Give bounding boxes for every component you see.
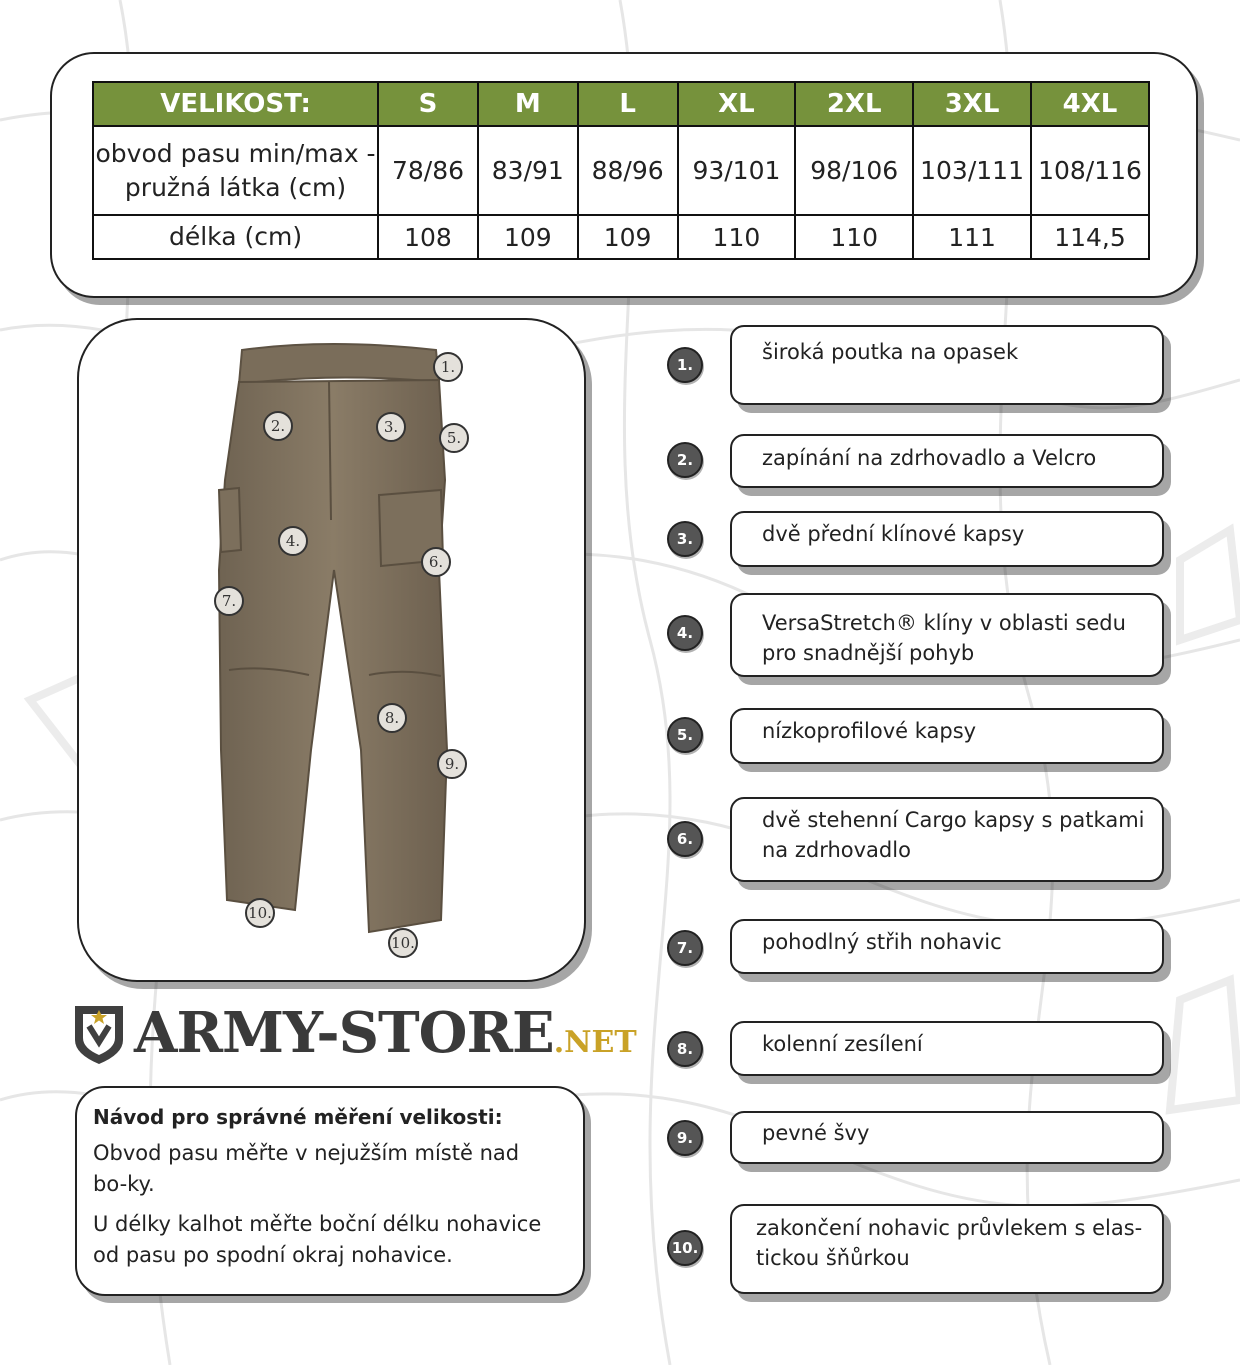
feature-item: [730, 325, 1164, 405]
feature-text: pevné švy: [762, 1121, 870, 1145]
shield-icon: [72, 1002, 126, 1066]
marker-9: 9.: [437, 749, 467, 779]
feature-item: [730, 593, 1164, 677]
product-image-panel: [77, 318, 586, 982]
feature-item: [730, 1021, 1164, 1076]
table-cell: 98/106: [795, 126, 913, 215]
army-store-logo: [72, 1000, 637, 1068]
size-header-label: VELIKOST:: [93, 82, 378, 126]
marker-3: 3.: [376, 412, 406, 442]
feature-text: široká poutka na opasek: [762, 340, 1019, 364]
feature-number: 2.: [667, 442, 703, 478]
feature-item: [730, 708, 1164, 764]
size-table: [92, 81, 1150, 260]
feature-number: 8.: [667, 1031, 703, 1067]
measuring-instructions-panel: [75, 1086, 585, 1296]
table-cell: 109: [578, 215, 678, 259]
feature-number: 9.: [667, 1120, 703, 1156]
table-cell: 110: [678, 215, 796, 259]
size-table-panel: [50, 52, 1198, 298]
size-header-xl: XL: [678, 82, 796, 126]
table-row: [93, 126, 1149, 215]
table-row: [93, 215, 1149, 259]
table-cell: 109: [478, 215, 578, 259]
instructions-paragraph: U délky kalhot měřte boční délku nohavice od pasu po spodní okraj nohavice.: [93, 1212, 542, 1267]
feature-text: pohodlný střih nohavic: [762, 930, 1002, 954]
marker-8: 8.: [377, 703, 407, 733]
logo-wordmark: [134, 1000, 637, 1066]
table-cell: 78/86: [378, 126, 478, 215]
feature-text: nízkoprofilové kapsy: [762, 719, 977, 743]
size-header-3xl: 3XL: [913, 82, 1031, 126]
feature-text: dvě přední klínové kapsy: [762, 522, 1025, 546]
size-header-m: M: [478, 82, 578, 126]
feature-text: zapínání na zdrhovadlo a Velcro: [762, 446, 1097, 470]
marker-10-left: 10.: [245, 898, 275, 928]
feature-item: [730, 1111, 1164, 1164]
feature-text: VersaStretch® klíny v oblasti sedu pro snadnější pohyb: [762, 611, 1126, 665]
row-label-line: obvod pasu min/max -: [95, 138, 376, 168]
marker-6: 6.: [421, 547, 451, 577]
logo-suffix: .NET: [553, 1025, 637, 1060]
table-cell: 108/116: [1031, 126, 1149, 215]
table-cell: 110: [795, 215, 913, 259]
marker-5: 5.: [439, 423, 469, 453]
row-label-length: délka (cm): [93, 215, 378, 259]
size-header-l: L: [578, 82, 678, 126]
size-header-4xl: 4XL: [1031, 82, 1149, 126]
size-header-s: S: [378, 82, 478, 126]
table-cell: 83/91: [478, 126, 578, 215]
marker-2: 2.: [263, 411, 293, 441]
feature-number: 4.: [667, 615, 703, 651]
row-label-waist: [93, 126, 378, 215]
feature-text: zakončení nohavic průvlekem s elas-tickou šňůrkou: [756, 1216, 1143, 1270]
table-cell: 111: [913, 215, 1031, 259]
feature-item: [730, 1204, 1164, 1294]
feature-number: 3.: [667, 521, 703, 557]
table-cell: 88/96: [578, 126, 678, 215]
feature-text: kolenní zesílení: [762, 1032, 923, 1056]
table-cell: 114,5: [1031, 215, 1149, 259]
marker-7: 7.: [214, 586, 244, 616]
feature-item: [730, 919, 1164, 974]
feature-number: 7.: [667, 930, 703, 966]
instructions-paragraph: Obvod pasu měřte v nejužším místě nad bo-ky.: [93, 1141, 520, 1196]
table-cell: 103/111: [913, 126, 1031, 215]
feature-item: [730, 797, 1164, 882]
marker-1: 1.: [433, 352, 463, 382]
feature-number: 1.: [667, 347, 703, 383]
cargo-pants-image: [79, 320, 584, 980]
feature-item: [730, 434, 1164, 488]
row-label-line: pružná látka (cm): [124, 172, 347, 202]
feature-number: 5.: [667, 717, 703, 753]
logo-text: ARMY-STORE: [134, 1000, 554, 1066]
size-header-2xl: 2XL: [795, 82, 913, 126]
instructions-heading: Návod pro správné měření velikosti:: [93, 1105, 503, 1129]
feature-number: 6.: [667, 821, 703, 857]
table-cell: 93/101: [678, 126, 796, 215]
marker-4: 4.: [278, 526, 308, 556]
feature-item: [730, 511, 1164, 567]
size-table-header-row: [93, 82, 1149, 126]
feature-text: dvě stehenní Cargo kapsy s patkami na zdrhovadlo: [762, 808, 1145, 862]
table-cell: 108: [378, 215, 478, 259]
feature-number: 10.: [667, 1230, 703, 1266]
marker-10-right: 10.: [388, 928, 418, 958]
